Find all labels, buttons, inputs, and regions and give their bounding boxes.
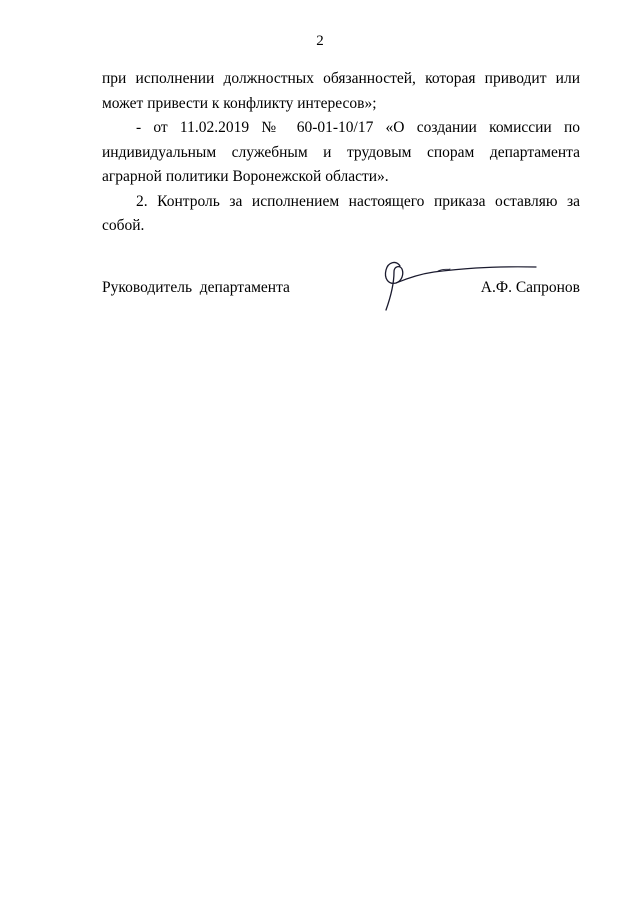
document-body xyxy=(102,67,580,239)
paragraph-control-clause: 2. Контроль за исполнением настоящего приказа оставляю за собой. xyxy=(102,192,580,234)
page-number: 2 xyxy=(316,33,324,49)
paragraph-order-reference: - от 11.02.2019 № 60-01-10/17 «О создании комиссии по индивидуальным служебным и трудовым спорам департамента аграрной политики Воронежской области». xyxy=(102,119,580,185)
signatory-name: А.Ф. Сапронов xyxy=(480,279,580,296)
handwritten-signature-icon xyxy=(378,252,548,314)
paragraph-conflict-of-interest-end: при исполнении должностных обязанностей, которая приводит или может привести к конфликту интересов»; xyxy=(102,70,580,112)
signatory-title: Руководитель департамента xyxy=(102,279,290,296)
